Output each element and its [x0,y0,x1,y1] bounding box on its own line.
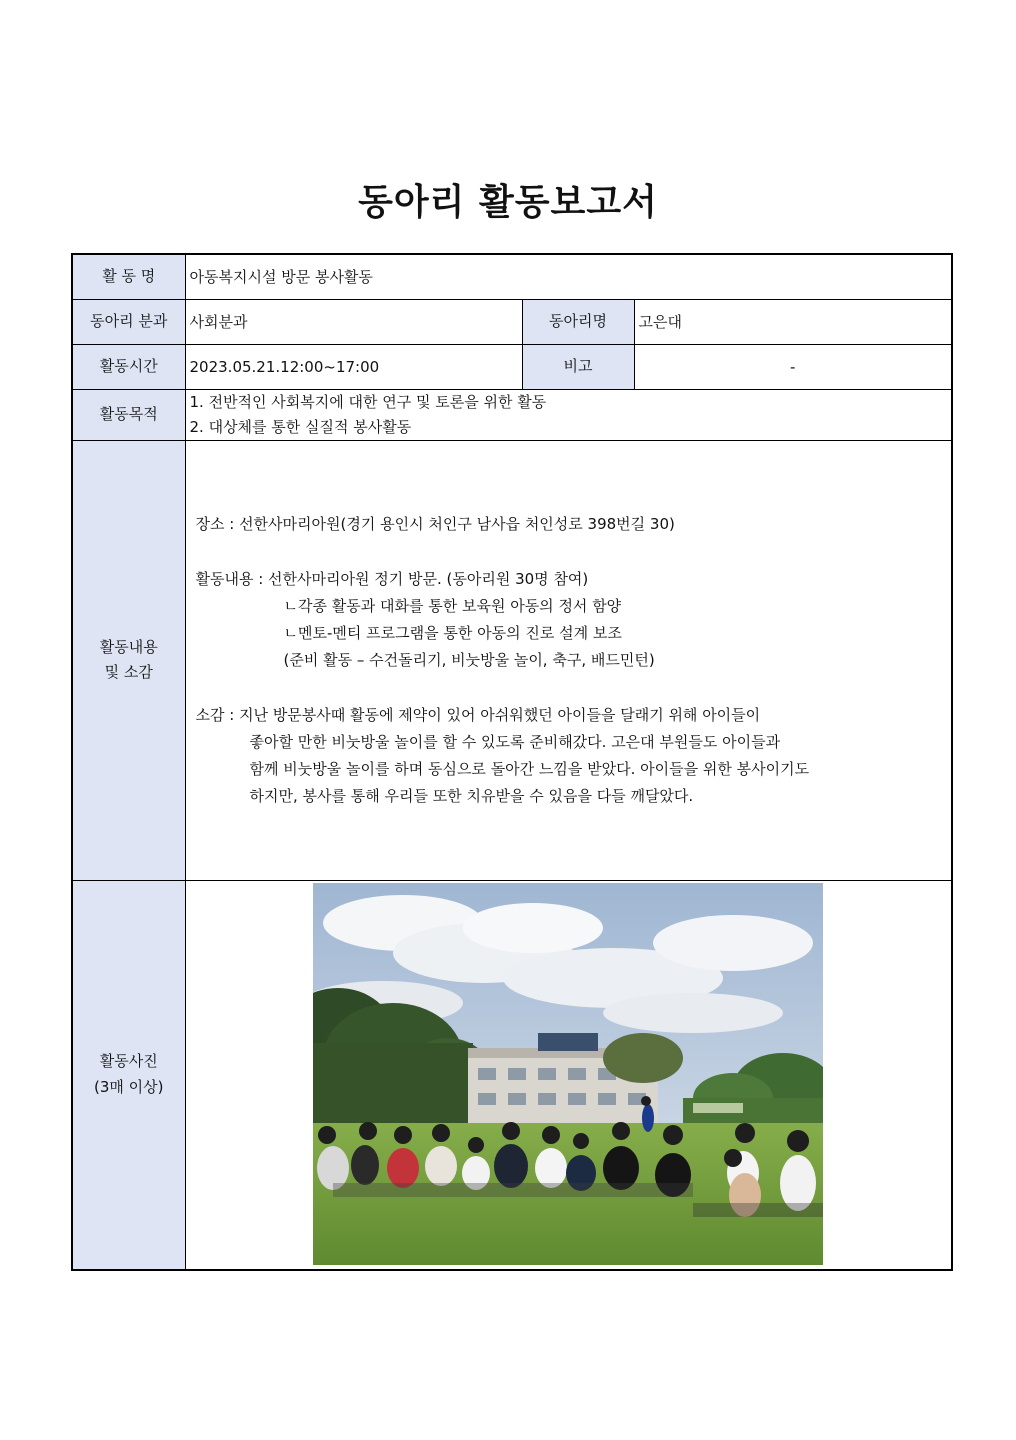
content-label [72,440,185,880]
purpose-line: 1. 전반적인 사회복지에 대한 연구 및 토론을 위한 활동 [189,392,547,411]
purpose-line: 2. 대상체를 통한 실질적 봉사활동 [189,417,412,436]
activity-line: ㄴ멘토-멘티 프로그램을 통한 아동의 진로 설계 보조 [283,623,622,642]
activity-name-label: 활 동 명 [72,254,185,299]
row-activity-name [72,254,952,299]
club-name-label: 동아리명 [522,299,634,344]
impression-line: 함께 비눗방울 놀이를 하며 동심으로 돌아간 느낌을 받았다. 아이들을 위한 봉사이기도 [249,759,810,778]
activity-line: 활동내용 : 선한사마리아원 정기 방문. (동아리원 30명 참여) [195,569,589,588]
impression-line: 소감 : 지난 방문봉사때 활동에 제약이 있어 아쉬워했던 아이들을 달래기 위해 아이들이 [195,705,761,724]
club-name-value: 고은대 [634,299,952,344]
purpose-label: 활동목적 [72,389,185,440]
impression-line: 하지만, 봉사를 통해 우리들 또한 치유받을 수 있음을 다들 깨달았다. [249,786,694,805]
content-body [185,440,952,880]
place-line: 장소 : 선한사마리아원(경기 용인시 처인구 남사읍 처인성로 398번길 30) [195,514,675,533]
row-club-info [72,299,952,344]
row-content [72,440,952,880]
document-title: 동아리 활동보고서 [358,182,658,223]
impression-line: 좋아할 만한 비눗방울 놀이를 할 수 있도록 준비해갔다. 고은대 부원들도 아이들과 [249,732,781,751]
photos-label-line: (3매 이상) [94,1077,164,1096]
activity-time-value: 2023.05.21.12:00~17:00 [185,344,522,389]
purpose-value [185,389,952,440]
activity-time-label: 활동시간 [72,344,185,389]
remarks-value: - [634,344,952,389]
photos-body [185,880,952,1270]
activity-name-value: 아동복지시설 방문 봉사활동 [185,254,952,299]
club-division-label: 동아리 분과 [72,299,185,344]
content-label-line: 활동내용 [99,637,158,656]
content-label-line: 및 소감 [104,663,153,681]
row-purpose [72,389,952,440]
activity-line: (준비 활동 – 수건돌리기, 비눗방울 놀이, 축구, 배드민턴) [283,650,655,669]
row-activity-time [72,344,952,389]
photos-label [72,880,185,1270]
row-photos [72,880,952,1270]
activity-photo [313,883,823,1265]
activity-line: ㄴ각종 활동과 대화를 통한 보육원 아동의 정서 함양 [283,596,622,615]
club-division-value: 사회분과 [185,299,522,344]
report-table [71,253,953,1271]
remarks-label: 비고 [522,344,634,389]
photos-label-line: 활동사진 [99,1052,158,1071]
